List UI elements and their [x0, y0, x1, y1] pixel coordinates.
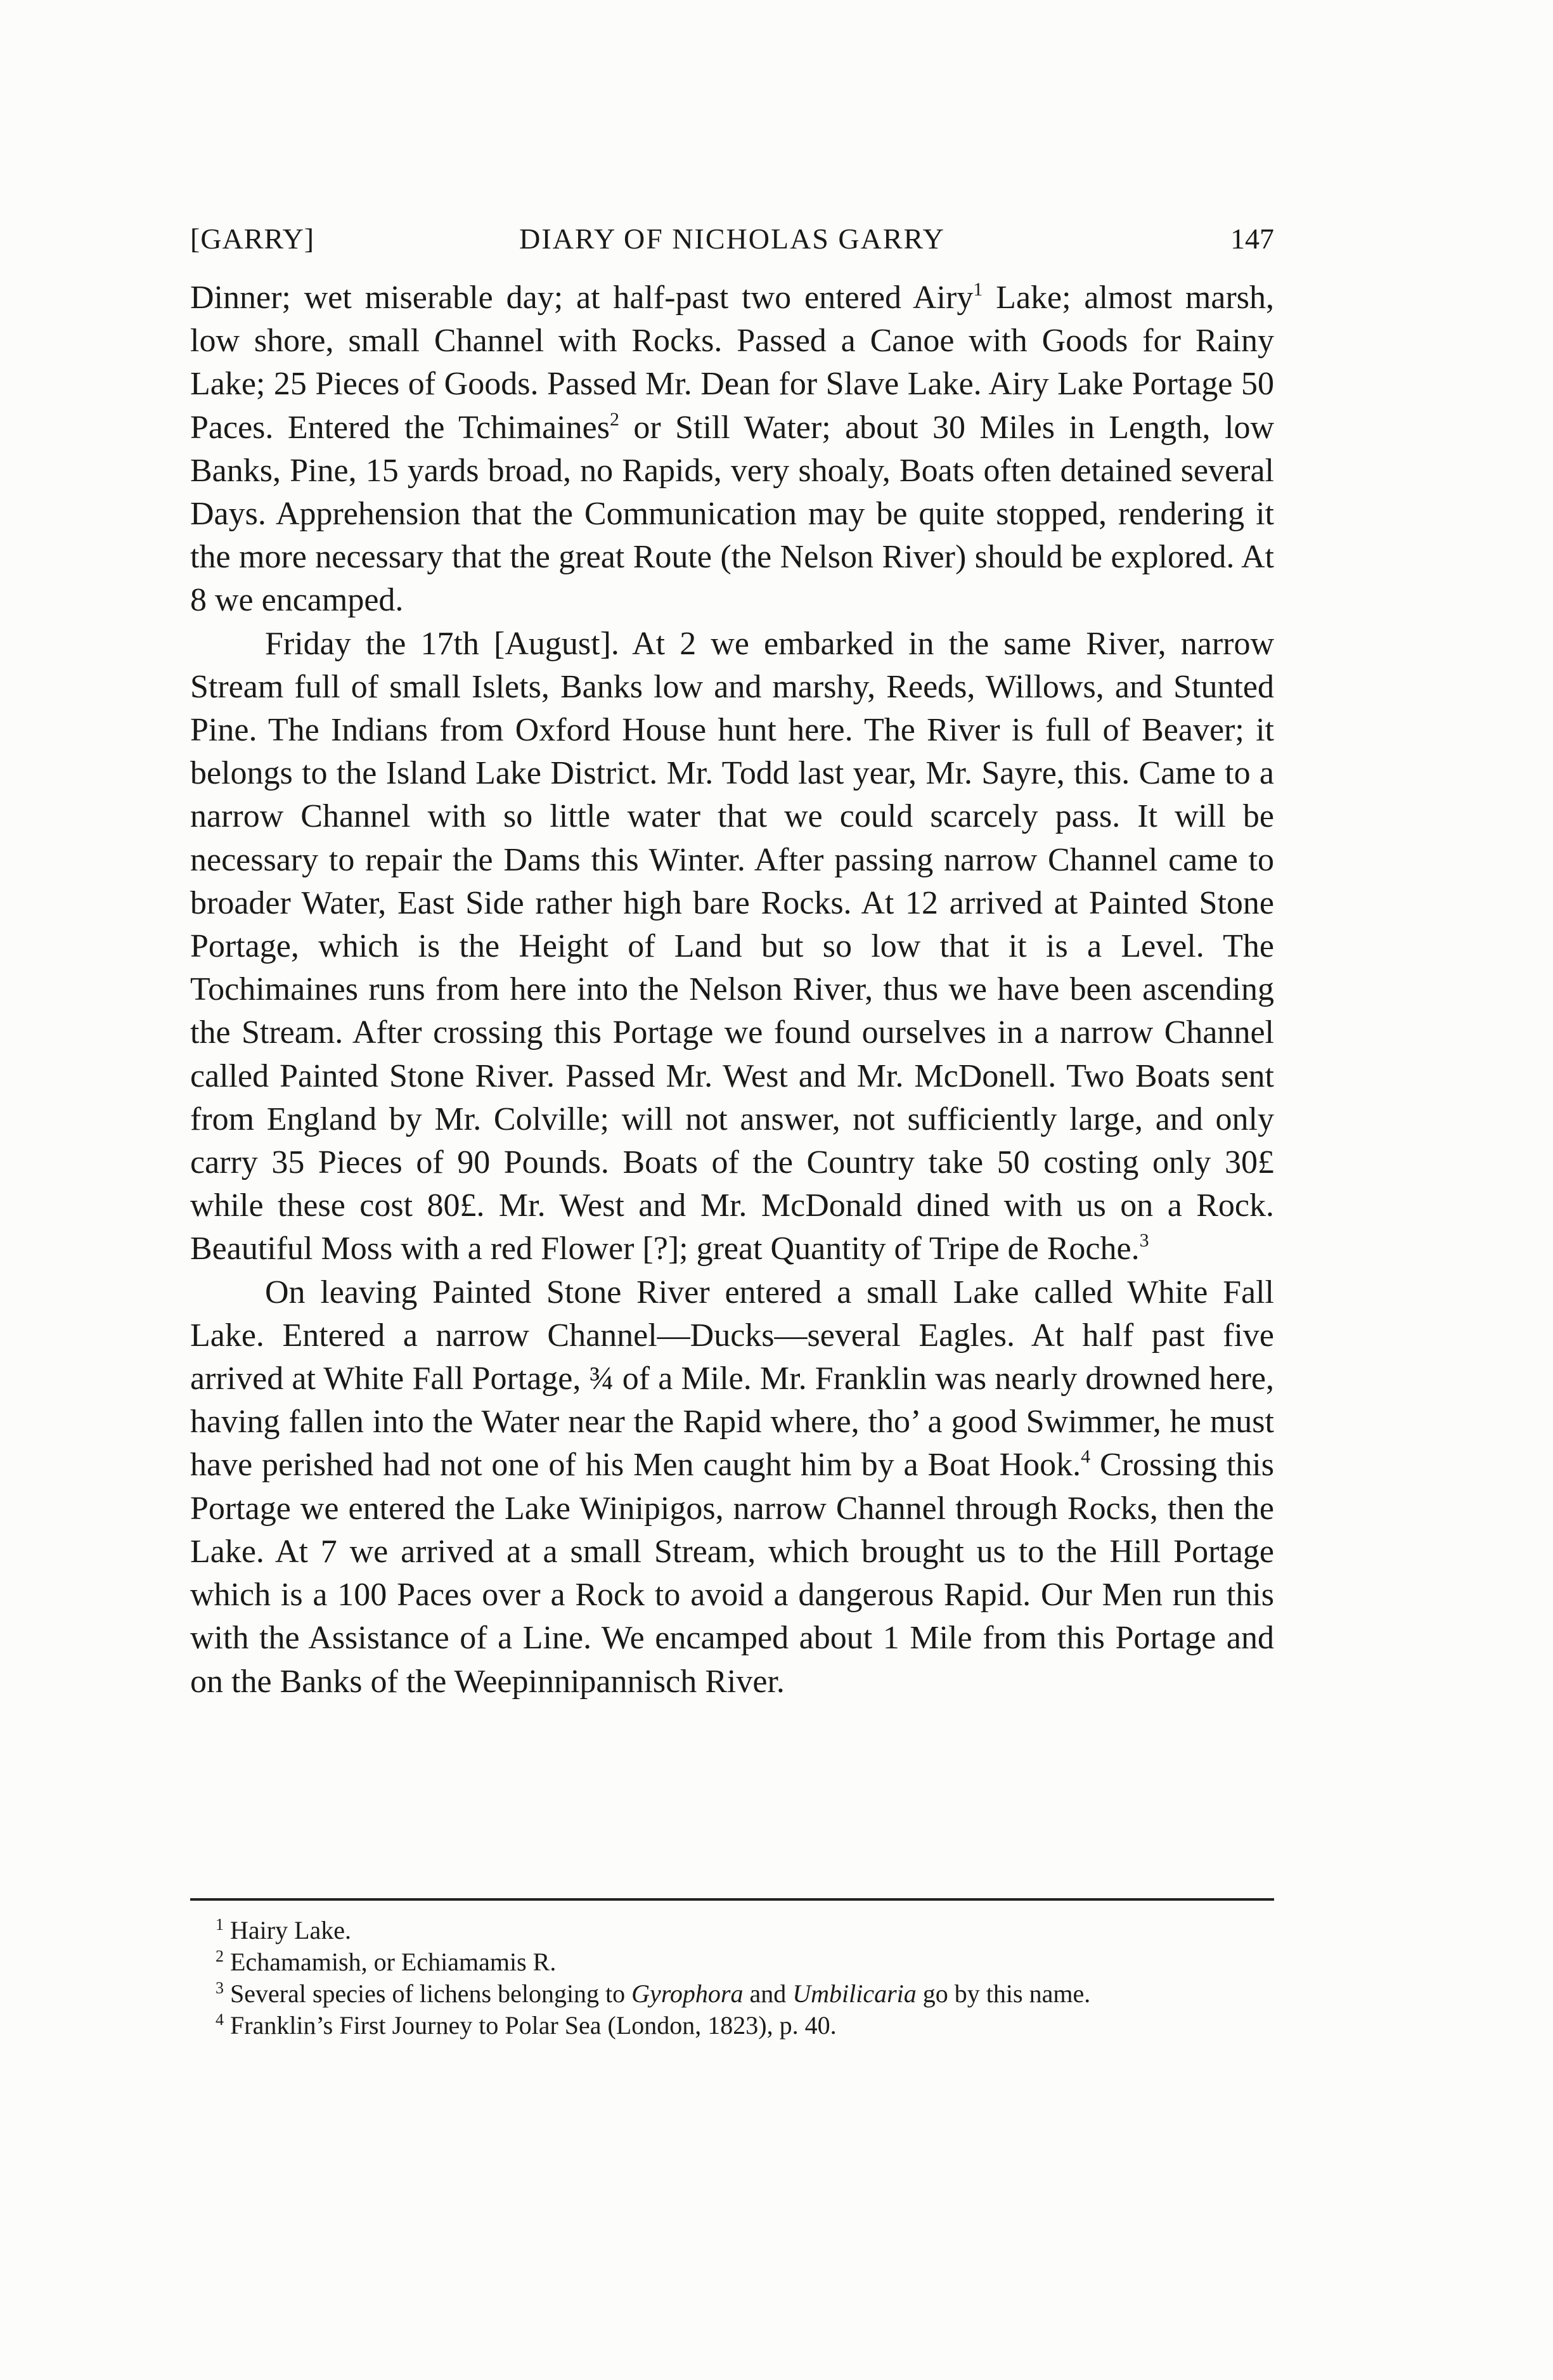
paragraph-2: [190, 623, 1274, 1271]
footnote-4-mark: 4: [216, 2010, 224, 2029]
footnote-ref-2: 2: [609, 408, 619, 430]
paragraph-1-text-c: or Still Water; about 30 Miles in Length, low Banks, Pine, 15 yards broad, no Rapids, very shoaly, Boats often detained several Days. Apprehension that the Communication may be quite stopped, rendering it the more necessary that the great Route (the Nelson River) should be explored. At 8 we encamped.: [190, 409, 1274, 619]
paragraph-1-text-b: Lake; almost marsh, low shore, small Channel with Rocks. Passed a Canoe with Goods for Rainy Lake; 25 Pieces of Goods. Passed Mr. Dean for Slave Lake. Airy Lake Portage 50 Paces. Entered the Tchimaines: [190, 280, 1274, 446]
footnote-1-text: Hairy Lake.: [230, 1916, 352, 1944]
footnote-3-text-a: Several species of lichens belonging to: [230, 1979, 632, 2008]
diary-body: [190, 276, 1274, 1704]
footnote-3-text-b: and: [743, 1979, 793, 2008]
paragraph-1-text-a: Dinner; wet miserable day; at half-past two entered Airy: [190, 280, 974, 316]
running-head-author: [GARRY]: [190, 223, 315, 255]
paragraph-3-text-a: On leaving Painted Stone River entered a small Lake called White Fall Lake. Entered a narrow Channel—Ducks—several Eagles. At half past five arrived at White Fall Portage, ¾ of a Mile. Mr. Franklin was nearly drowned here, having fallen into the Water near the Rapid where, tho’ a good Swimmer, he must have perished had not one of his Men caught him by a Boat Hook.: [190, 1274, 1274, 1484]
footnote-1: [190, 1915, 1274, 1946]
paragraph-1: [190, 276, 1274, 623]
footnote-4-text: Franklin’s First Journey to Polar Sea (London, 1823), p. 40.: [230, 2011, 837, 2040]
page-number: 147: [1230, 223, 1274, 255]
footnote-3-mark: 3: [216, 1979, 224, 1997]
footnote-2: [190, 1946, 1274, 1978]
footnote-3-text-c: go by this name.: [916, 1979, 1091, 2008]
footnote-2-text: Echamamish, or Echiamamis R.: [230, 1948, 557, 1976]
footnote-ref-1: 1: [973, 279, 983, 300]
footnote-ref-4: 4: [1081, 1446, 1091, 1468]
footnotes: [190, 1915, 1274, 2041]
footnote-2-mark: 2: [216, 1947, 224, 1965]
footnote-3: [190, 1978, 1274, 2010]
footnote-4: [190, 2010, 1274, 2041]
footnote-1-mark: 1: [216, 1915, 224, 1934]
footnote-3-genus-1: Gyrophora: [631, 1979, 744, 2008]
footnote-ref-3: 3: [1139, 1230, 1149, 1251]
running-head-title: DIARY OF NICHOLAS GARRY: [519, 223, 945, 255]
paragraph-3: [190, 1271, 1274, 1704]
footnote-3-genus-2: Umbilicaria: [792, 1979, 917, 2008]
footnote-divider: [190, 1898, 1274, 1901]
paragraph-3-text-b: Crossing this Portage we entered the Lake Winipigos, narrow Channel through Rocks, then the Lake. At 7 we arrived at a small Stream, which brought us to the Hill Portage which is a 100 Paces over a Rock to avoid a dangerous Rapid. Our Men run this with the Assistance of a Line. We encamped about 1 Mile from this Portage and on the Banks of the Weepinnipannisch River.: [190, 1447, 1274, 1700]
running-head: [190, 222, 1274, 266]
paragraph-2-text: Friday the 17th [August]. At 2 we embarked in the same River, narrow Stream full of small Islets, Banks low and marshy, Reeds, Willows, and Stunted Pine. The Indians from Oxford House hunt here. The River is full of Beaver; it belongs to the Island Lake District. Mr. Todd last year, Mr. Sayre, this. Came to a narrow Channel with so little water that we could scarcely pass. It will be necessary to repair the Dams this Winter. After passing narrow Channel came to broader Water, East Side rather high bare Rocks. At 12 arrived at Painted Stone Portage, which is the Height of Land but so low that it is a Level. The Tochimaines runs from here into the Nelson River, thus we have been ascending the Stream. After crossing this Portage we found ourselves in a narrow Channel called Painted Stone River. Passed Mr. West and Mr. McDonell. Two Boats sent from England by Mr. Colville; will not answer, not sufficiently large, and only carry 35 Pieces of 90 Pounds. Boats of the Country take 50 costing only 30£ while these cost 80£. Mr. West and Mr. McDonald dined with us on a Rock. Beautiful Moss with a red Flower [?]; great Quantity of Tripe de Roche.: [190, 625, 1274, 1267]
